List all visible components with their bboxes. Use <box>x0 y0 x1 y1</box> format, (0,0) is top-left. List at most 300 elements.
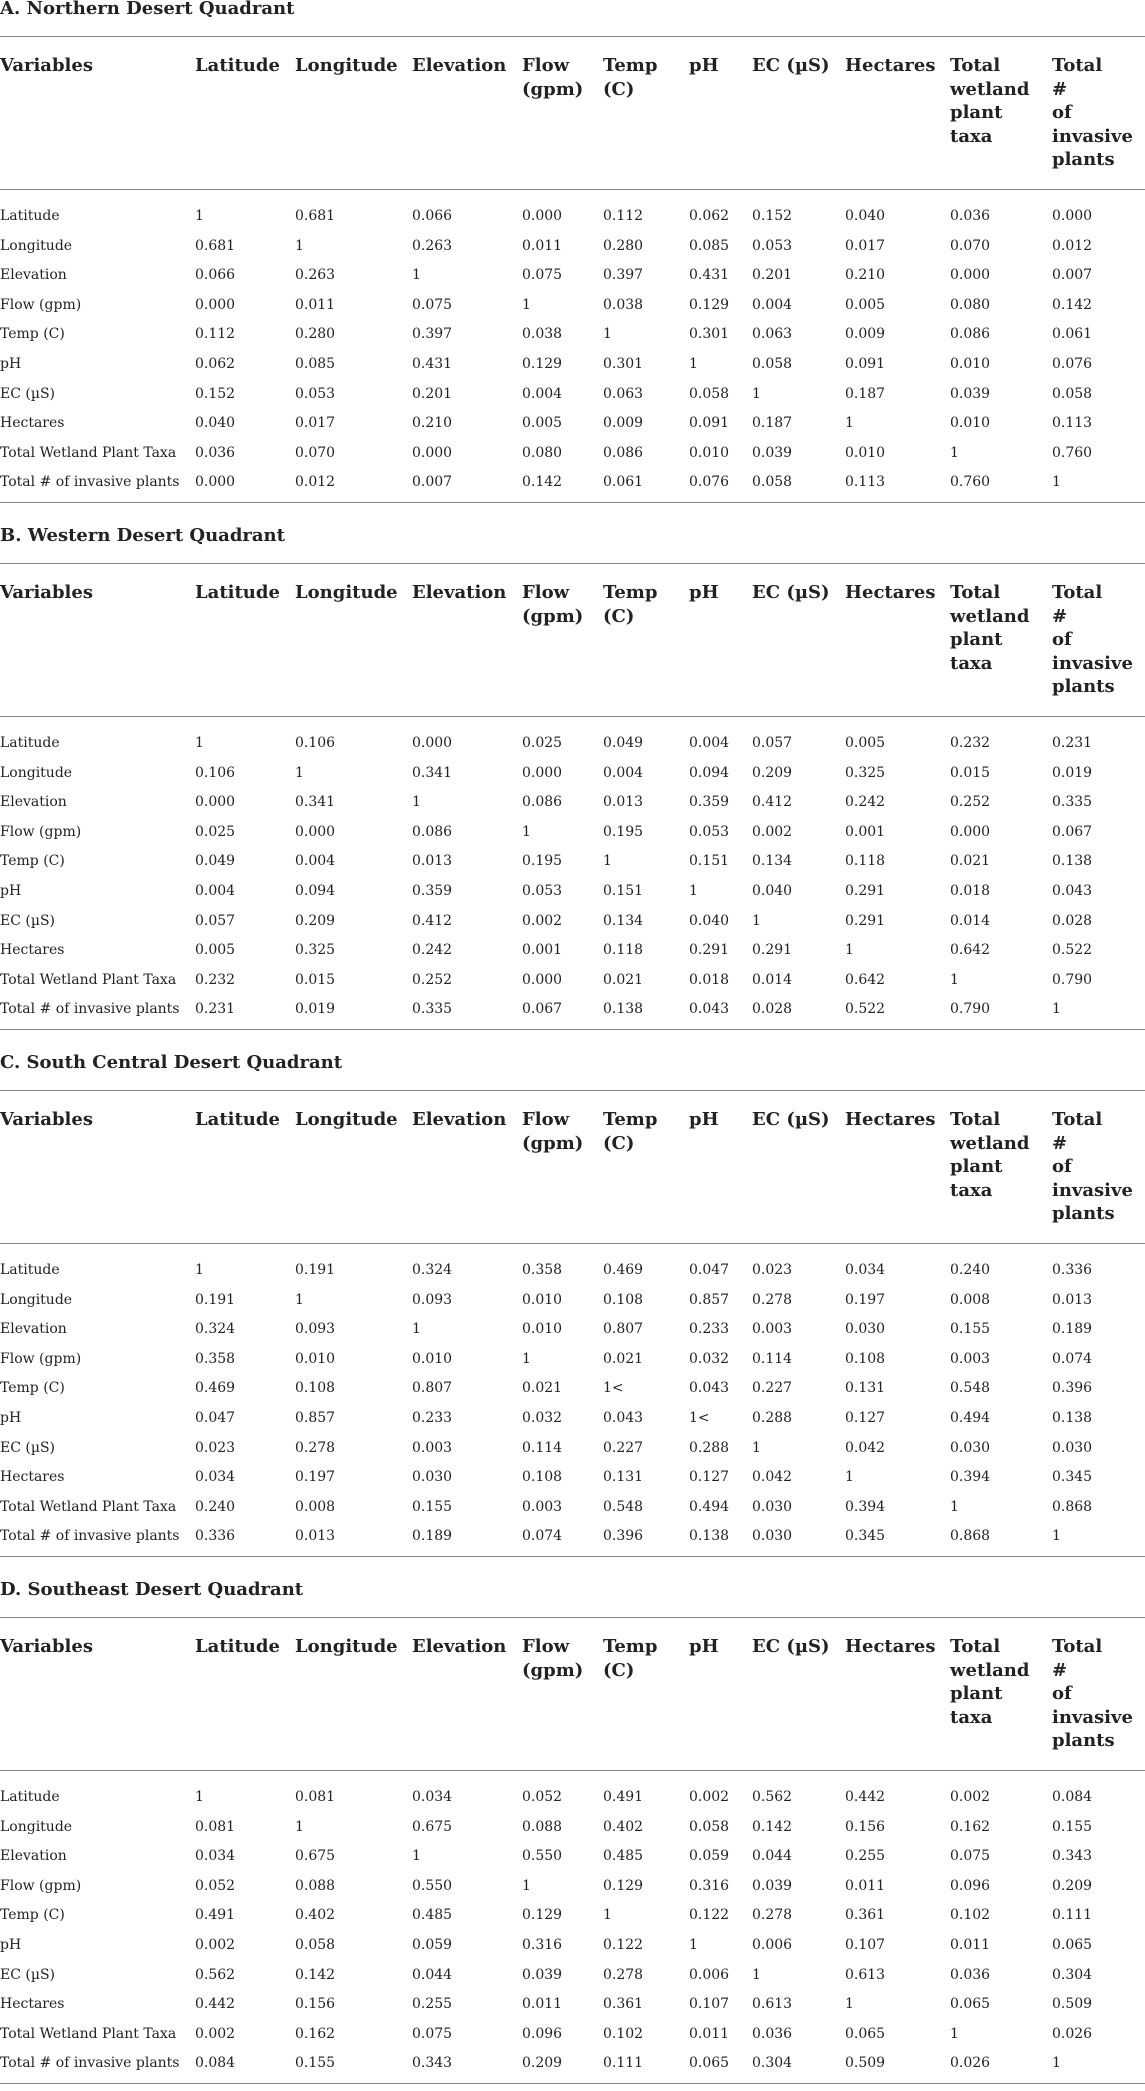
table-cell: 1 <box>1052 474 1061 491</box>
table-cell: 0.004 <box>195 882 236 899</box>
table-cell: 0.494 <box>950 1409 991 1426</box>
table-cell: 0.000 <box>950 823 991 840</box>
table-cell: 0.059 <box>689 1848 730 1865</box>
table-cell: 0.030 <box>845 1321 886 1338</box>
table-cell: 0.122 <box>689 1907 730 1924</box>
table-cell: 0.280 <box>295 326 336 343</box>
table-header-row <box>0 1617 1145 1770</box>
table-cell: 0.233 <box>412 1409 453 1426</box>
table-cell: 0.002 <box>195 1936 236 1953</box>
table-cell: 0.291 <box>845 882 886 899</box>
table-cell: 0.043 <box>689 1001 730 1018</box>
table-cell: 0.232 <box>950 735 991 751</box>
row-label: Total Wetland Plant Taxa <box>0 1498 177 1515</box>
table-cell: 0.114 <box>752 1350 793 1367</box>
table-cell: 0.058 <box>295 1936 336 1953</box>
row-label: EC (µS) <box>0 385 55 402</box>
table-cell: 0.155 <box>295 2055 336 2072</box>
table-cell: 0.156 <box>845 1818 886 1835</box>
column-header: Flow (gpm) <box>522 1636 584 1681</box>
row-label: Elevation <box>0 267 67 284</box>
table-cell: 1 <box>295 237 304 254</box>
column-header: pH <box>689 582 719 603</box>
table-cell: 0.127 <box>845 1409 886 1426</box>
table-cell: 0.080 <box>522 444 563 461</box>
column-header: Temp (C) <box>603 55 658 100</box>
table-row <box>0 875 1145 905</box>
table-cell: 0.107 <box>845 1936 886 1953</box>
table-cell: 0.013 <box>1052 1291 1093 1308</box>
row-label: Flow (gpm) <box>0 296 82 313</box>
table-row <box>0 1343 1145 1373</box>
table-cell: 0.485 <box>603 1848 644 1865</box>
table-cell: 0.036 <box>752 2025 793 2042</box>
table-cell: 1 <box>950 2025 959 2042</box>
table-cell: 0.402 <box>603 1818 644 1835</box>
column-header: Hectares <box>845 582 936 603</box>
table-cell: 0.019 <box>1052 764 1093 781</box>
table-cell: 0.335 <box>412 1001 453 1018</box>
table-cell: 0.000 <box>522 971 563 988</box>
table-cell: 0.209 <box>1052 1877 1093 1894</box>
table-cell: 0.004 <box>689 735 730 751</box>
table-cell: 0.013 <box>295 1528 336 1545</box>
table-row <box>0 757 1145 787</box>
table-cell: 0.021 <box>603 1350 644 1367</box>
table-cell: 0.396 <box>1052 1380 1093 1397</box>
table-cell: 0.000 <box>195 474 236 491</box>
table-cell: 0.107 <box>689 1996 730 2013</box>
table-cell: 0.142 <box>1052 296 1093 313</box>
table-cell: 0.494 <box>689 1498 730 1515</box>
table-cell: 0.335 <box>1052 794 1093 811</box>
table-cell: 1 <box>950 444 959 461</box>
table-cell: 0.030 <box>752 1528 793 1545</box>
table-cell: 0.043 <box>1052 882 1093 899</box>
table-cell: 0.021 <box>522 1380 563 1397</box>
table-cell: 0.509 <box>845 2055 886 2072</box>
column-header: Total wetland plant taxa <box>950 1109 1030 1201</box>
table-cell: 1 <box>603 326 612 343</box>
table-cell: 0.086 <box>522 794 563 811</box>
column-header: Longitude <box>295 55 398 76</box>
table-cell: 0.642 <box>845 971 886 988</box>
table-cell: 0.005 <box>845 296 886 313</box>
table-cell: 0.129 <box>522 1907 563 1924</box>
column-header: EC (µS) <box>752 582 830 603</box>
table-cell: 0.304 <box>1052 1966 1093 1983</box>
table-cell: 0.000 <box>522 208 563 224</box>
table-cell: 0.004 <box>522 385 563 402</box>
table-row <box>0 348 1145 378</box>
table-cell: 0.021 <box>603 971 644 988</box>
table-cell: 0.005 <box>845 735 886 751</box>
table-cell: 0.049 <box>195 853 236 870</box>
table-row <box>0 2018 1145 2048</box>
table-cell: 0.063 <box>752 326 793 343</box>
table-cell: 0.857 <box>689 1291 730 1308</box>
table-cell: 0.086 <box>412 823 453 840</box>
table-cell: 0.550 <box>522 1848 563 1865</box>
table-cell: 0.197 <box>845 1291 886 1308</box>
table-cell: 1 <box>412 794 421 811</box>
table-cell: 0.070 <box>950 237 991 254</box>
table-cell: 0.010 <box>950 355 991 372</box>
table-cell: 0.681 <box>195 237 236 254</box>
table-cell: 0.088 <box>295 1877 336 1894</box>
table-cell: 0.252 <box>412 971 453 988</box>
table-cell: 0.191 <box>295 1262 336 1278</box>
column-header: EC (µS) <box>752 55 830 76</box>
table-cell: 0.028 <box>752 1001 793 1018</box>
table-cell: 1 <box>950 1498 959 1515</box>
table-cell: 1 <box>412 1321 421 1338</box>
table-cell: 0.075 <box>950 1848 991 1865</box>
table-cell: 0.008 <box>950 1291 991 1308</box>
table-cell: 1 <box>603 853 612 870</box>
table-cell: 0.042 <box>845 1439 886 1456</box>
column-header: Hectares <box>845 1636 936 1657</box>
table-cell: 0.336 <box>1052 1262 1093 1278</box>
table-row <box>0 1870 1145 1900</box>
column-header: EC (µS) <box>752 1109 830 1130</box>
table-cell: 0.113 <box>1052 415 1093 432</box>
column-header: Elevation <box>412 1636 507 1657</box>
table-cell: 0.025 <box>522 735 563 751</box>
table-cell: 0.001 <box>522 942 563 959</box>
row-label: Flow (gpm) <box>0 823 82 840</box>
table-row <box>0 200 1145 230</box>
table-cell: 1 <box>752 1966 761 1983</box>
table-cell: 0.134 <box>752 853 793 870</box>
table-cell: 0.025 <box>195 823 236 840</box>
table-cell: 0.469 <box>603 1262 644 1278</box>
section-bottom-rule <box>0 2083 1145 2084</box>
table-cell: 0.431 <box>412 355 453 372</box>
table-cell: 0.142 <box>522 474 563 491</box>
column-header: Elevation <box>412 1109 507 1130</box>
column-header: Variables <box>0 55 93 76</box>
table-cell: 0.156 <box>295 1996 336 2013</box>
table-cell: 0.129 <box>603 1877 644 1894</box>
table-row <box>0 845 1145 875</box>
table-cell: 0.111 <box>1052 1907 1093 1924</box>
table-cell: 0.358 <box>195 1350 236 1367</box>
table-cell: 1 <box>195 1262 204 1278</box>
table-cell: 0.044 <box>752 1848 793 1865</box>
table-cell: 0.807 <box>603 1321 644 1338</box>
table-cell: 0.032 <box>522 1409 563 1426</box>
table-cell: 0.548 <box>603 1498 644 1515</box>
column-header: pH <box>689 1636 719 1657</box>
table-cell: 0.003 <box>950 1350 991 1367</box>
column-header: Total wetland plant taxa <box>950 582 1030 674</box>
table-cell: 0.000 <box>295 823 336 840</box>
table-cell: 0.231 <box>195 1001 236 1018</box>
table-cell: 0.039 <box>752 444 793 461</box>
table-cell: 0.562 <box>752 1789 793 1805</box>
table-cell: 0.134 <box>603 912 644 929</box>
table-cell: 0.129 <box>689 296 730 313</box>
table-cell: 0.442 <box>195 1996 236 2013</box>
table-cell: 0.003 <box>752 1321 793 1338</box>
table-cell: 0.187 <box>845 385 886 402</box>
table-row <box>0 1491 1145 1521</box>
table-cell: 0.131 <box>845 1380 886 1397</box>
table-header-row <box>0 563 1145 716</box>
row-label: Latitude <box>0 735 60 751</box>
table-cell: 0.019 <box>295 1001 336 1018</box>
table-cell: 0.151 <box>603 882 644 899</box>
table-cell: 1 <box>522 1350 531 1367</box>
table-cell: 1 <box>689 882 698 899</box>
table-cell: 1 <box>295 1291 304 1308</box>
row-label: Latitude <box>0 208 60 224</box>
table-cell: 0.642 <box>950 942 991 959</box>
table-cell: 0.232 <box>195 971 236 988</box>
table-cell: 0.361 <box>603 1996 644 2013</box>
column-header: Variables <box>0 1109 93 1130</box>
column-header: Hectares <box>845 1109 936 1130</box>
table-cell: 0.108 <box>295 1380 336 1397</box>
table-cell: 0.341 <box>412 764 453 781</box>
table-row <box>0 289 1145 319</box>
row-label: Total # of invasive plants <box>0 1001 180 1018</box>
row-label: Latitude <box>0 1262 60 1278</box>
table-cell: 0.023 <box>195 1439 236 1456</box>
table-cell: 0.012 <box>1052 237 1093 254</box>
table-cell: 0.195 <box>603 823 644 840</box>
table-cell: 1 <box>412 267 421 284</box>
column-header: Longitude <box>295 1109 398 1130</box>
table-cell: 0.108 <box>522 1469 563 1486</box>
column-header: pH <box>689 1109 719 1130</box>
table-cell: 0.195 <box>522 853 563 870</box>
table-cell: 0.113 <box>845 474 886 491</box>
table-cell: 0.562 <box>195 1966 236 1983</box>
table-cell: 0.075 <box>522 267 563 284</box>
table-cell: 0.301 <box>689 326 730 343</box>
table-cell: 0.093 <box>295 1321 336 1338</box>
table-cell: 0.066 <box>195 267 236 284</box>
table-cell: 1 <box>752 385 761 402</box>
table-row <box>0 378 1145 408</box>
table-cell: 0.036 <box>195 444 236 461</box>
table-cell: 0.106 <box>195 764 236 781</box>
row-label: Total Wetland Plant Taxa <box>0 444 177 461</box>
table-cell: 0.613 <box>845 1966 886 1983</box>
table-row <box>0 1402 1145 1432</box>
table-row <box>0 964 1145 994</box>
table-header-row <box>0 1090 1145 1243</box>
table-row <box>0 407 1145 437</box>
table-cell: 0.442 <box>845 1789 886 1805</box>
table-cell: 0.003 <box>412 1439 453 1456</box>
table-cell: 1 <box>522 823 531 840</box>
row-label: EC (µS) <box>0 1439 55 1456</box>
table-cell: 0.017 <box>845 237 886 254</box>
table-cell: 0.252 <box>950 794 991 811</box>
table-cell: 0.675 <box>295 1848 336 1865</box>
table-cell: 0.187 <box>752 415 793 432</box>
table-cell: 0.111 <box>603 2055 644 2072</box>
table-cell: 0.760 <box>950 474 991 491</box>
table-cell: 0.084 <box>195 2055 236 2072</box>
table-cell: 0.189 <box>412 1528 453 1545</box>
table-cell: 0.011 <box>522 1996 563 2013</box>
table-cell: 0.011 <box>689 2025 730 2042</box>
table-cell: 1 <box>412 1848 421 1865</box>
table-cell: 0.485 <box>412 1907 453 1924</box>
row-label: Hectares <box>0 1469 65 1486</box>
table-cell: 0.131 <box>603 1469 644 1486</box>
table-row <box>0 1840 1145 1870</box>
table-cell: 0.004 <box>295 853 336 870</box>
column-header: Temp (C) <box>603 582 658 627</box>
row-label: Total # of invasive plants <box>0 2055 180 2072</box>
row-label: Hectares <box>0 942 65 959</box>
column-header: Elevation <box>412 582 507 603</box>
table-cell: 0.000 <box>195 296 236 313</box>
table-cell: 0.009 <box>603 415 644 432</box>
table-cell: 0.006 <box>752 1936 793 1953</box>
table-cell: 1< <box>689 1409 710 1426</box>
table-cell: 0.039 <box>522 1966 563 1983</box>
table-row <box>0 1929 1145 1959</box>
table-cell: 0.197 <box>295 1469 336 1486</box>
row-label: Flow (gpm) <box>0 1350 82 1367</box>
table-cell: 0.343 <box>1052 1848 1093 1865</box>
table-cell: 0.240 <box>195 1498 236 1515</box>
column-header: Total wetland plant taxa <box>950 1636 1030 1728</box>
table-cell: 0.138 <box>1052 853 1093 870</box>
table-cell: 0.026 <box>950 2055 991 2072</box>
table-cell: 0.397 <box>412 326 453 343</box>
table-cell: 0.030 <box>752 1498 793 1515</box>
table-cell: 0.155 <box>1052 1818 1093 1835</box>
table-cell: 0.191 <box>195 1291 236 1308</box>
table-cell: 0.011 <box>950 1936 991 1953</box>
table-cell: 1 <box>522 1877 531 1894</box>
table-cell: 1 <box>752 912 761 929</box>
table-row <box>0 1811 1145 1841</box>
table-row <box>0 437 1145 467</box>
section-title: B. Western Desert Quadrant <box>0 525 285 546</box>
table-cell: 0.209 <box>522 2055 563 2072</box>
column-header: Hectares <box>845 55 936 76</box>
table-cell: 0.681 <box>295 208 336 224</box>
table-cell: 0.341 <box>295 794 336 811</box>
table-cell: 0.359 <box>689 794 730 811</box>
table-cell: 0.081 <box>195 1818 236 1835</box>
row-label: Flow (gpm) <box>0 1877 82 1894</box>
table-cell: 0.138 <box>603 1001 644 1018</box>
table-cell: 1 <box>522 296 531 313</box>
column-header: Elevation <box>412 55 507 76</box>
table-row <box>0 259 1145 289</box>
table-cell: 0.063 <box>603 385 644 402</box>
table-cell: 0.052 <box>522 1789 563 1805</box>
table-cell: 0.240 <box>950 1262 991 1278</box>
table-cell: 0.026 <box>1052 2025 1093 2042</box>
row-label: EC (µS) <box>0 912 55 929</box>
table-row <box>0 1372 1145 1402</box>
table-cell: 0.001 <box>845 823 886 840</box>
table-cell: 0.000 <box>950 267 991 284</box>
table-cell: 0.010 <box>522 1321 563 1338</box>
table-row <box>0 905 1145 935</box>
table-cell: 0.010 <box>295 1350 336 1367</box>
table-cell: 1 <box>195 735 204 751</box>
table-cell: 0.201 <box>412 385 453 402</box>
table-cell: 0.280 <box>603 237 644 254</box>
table-section <box>0 1581 1145 2077</box>
table-cell: 0.065 <box>1052 1936 1093 1953</box>
table-cell: 0.085 <box>689 237 730 254</box>
table-cell: 0.431 <box>689 267 730 284</box>
table-cell: 0.227 <box>603 1439 644 1456</box>
column-header: Flow (gpm) <box>522 55 584 100</box>
table-row <box>0 786 1145 816</box>
table-cell: 0.006 <box>689 1966 730 1983</box>
table-cell: 0.152 <box>752 208 793 224</box>
row-label: Hectares <box>0 415 65 432</box>
table-cell: 0.550 <box>412 1877 453 1894</box>
table-cell: 0.151 <box>689 853 730 870</box>
table-cell: 0.345 <box>845 1528 886 1545</box>
table-cell: 1< <box>603 1380 624 1397</box>
table-cell: 0.129 <box>522 355 563 372</box>
table-cell: 0.065 <box>689 2055 730 2072</box>
table-cell: 0.094 <box>689 764 730 781</box>
table-row <box>0 230 1145 260</box>
table-row <box>0 1432 1145 1462</box>
table-cell: 0.017 <box>295 415 336 432</box>
table-cell: 0.013 <box>603 794 644 811</box>
table-cell: 0.402 <box>295 1907 336 1924</box>
table-cell: 0.005 <box>522 415 563 432</box>
table-cell: 0.112 <box>195 326 236 343</box>
column-header: Flow (gpm) <box>522 582 584 627</box>
table-cell: 0.058 <box>689 1818 730 1835</box>
column-header: Total wetland plant taxa <box>950 55 1030 147</box>
table-cell: 0.325 <box>295 942 336 959</box>
table-row <box>0 1959 1145 1989</box>
row-label: Temp (C) <box>0 853 65 870</box>
table-cell: 0.034 <box>195 1848 236 1865</box>
table-cell: 0.058 <box>1052 385 1093 402</box>
table-section <box>0 527 1145 1023</box>
table-cell: 0.394 <box>950 1469 991 1486</box>
table-cell: 0.028 <box>1052 912 1093 929</box>
table-cell: 0.007 <box>1052 267 1093 284</box>
table-cell: 0.067 <box>522 1001 563 1018</box>
table-cell: 0.096 <box>522 2025 563 2042</box>
table-row <box>0 1254 1145 1284</box>
table-header-row <box>0 36 1145 189</box>
table-cell: 0.263 <box>412 237 453 254</box>
table-cell: 0.231 <box>1052 735 1093 751</box>
table-cell: 0.030 <box>950 1439 991 1456</box>
section-bottom-rule <box>0 1556 1145 1557</box>
column-header: Flow (gpm) <box>522 1109 584 1154</box>
row-label: Elevation <box>0 1321 67 1338</box>
table-cell: 0.034 <box>195 1469 236 1486</box>
table-cell: 0.263 <box>295 267 336 284</box>
row-label: pH <box>0 355 22 372</box>
table-cell: 0.021 <box>950 853 991 870</box>
column-header: Variables <box>0 582 93 603</box>
